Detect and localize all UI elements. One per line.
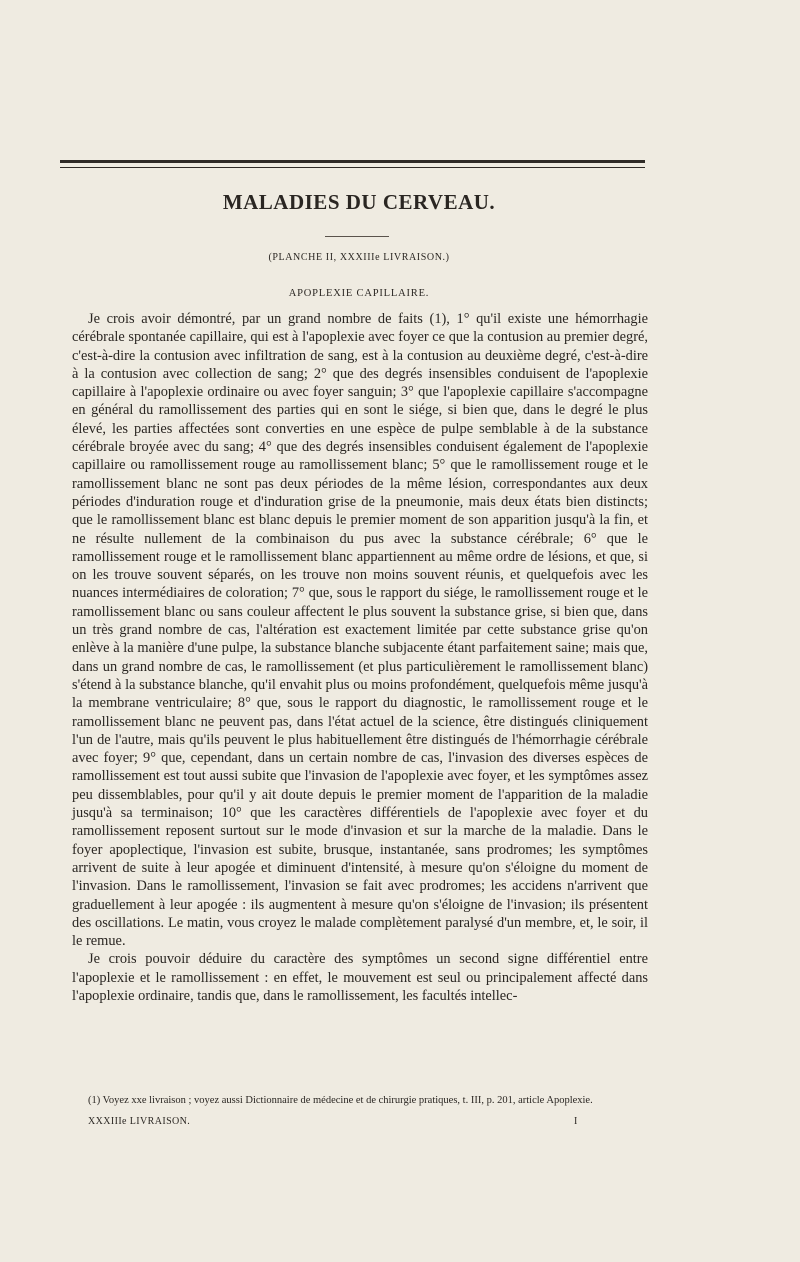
body-text bbox=[72, 310, 648, 1005]
footnote: (1) Voyez xxe livraison ; voyez aussi Dictionnaire de médecine et de chirurgie pratiques, t. III, p. 201, article Apoplexie. bbox=[88, 1095, 593, 1106]
header-rule-thin bbox=[60, 167, 645, 168]
page-title: MALADIES DU CERVEAU. bbox=[222, 190, 496, 214]
header-rule-thick bbox=[60, 160, 645, 163]
title-underline bbox=[325, 236, 389, 237]
paragraph-1: Je crois avoir démontré, par un grand nombre de faits (1), 1° qu'il existe une hémorrhagie cérébrale spontanée capillaire, qui est à l'apoplexie avec foyer ce que la contusion au premier degré, c'est-à-dire la contusion avec infiltration de sang, est à la contusion au deuxième degré, c'est-à-dire à la contusion avec collection de sang; 2° que des degrés insensibles conduisent de l'apoplexie capillaire à l'apoplexie ordinaire ou avec foyer sanguin; 3° que l'apoplexie capillaire s'accompagne en général du ramollissement des parties qui en sont le siége, si bien que, dans le degré le plus élevé, les parties affectées sont converties en une espèce de pulpe semblable à de la substance cérébrale broyée avec du sang; 4° que des degrés insensibles conduisent également de l'apoplexie capillaire ou ramollissement rouge au ramollissement blanc; 5° que le ramollissement rouge et le ramollissement blanc ne sont pas deux périodes de la même lésion, correspondantes aux deux périodes d'induration rouge et d'induration grise de la pneumonie, mais deux états bien distincts; que le ramollissement blanc est blanc depuis le premier moment de son apparition jusqu'à la fin, et ne résulte nullement de la combinaison du pus avec la substance cérébrale; 6° que le ramollissement rouge et le ramollissement blanc appartiennent au même ordre de lésions, et que, si on les trouve souvent séparés, on les trouve non moins souvent réunis, et quelquefois avec les nuances intermédiaires de coloration; 7° que, sous le rapport du siége, le ramollissement rouge et le ramollissement blanc ou sans couleur affectent le plus souvent la substance grise, si bien que, dans un très grand nombre de cas, l'altération est exactement limitée par cette substance grise qu'on enlève à la manière d'une pulpe, la substance blanche subjacente étant parfaitement saine; mais que, dans un grand nombre de cas, le ramollissement (et plus particulièrement le ramollissement blanc) s'étend à la substance blanche, qu'il envahit plus ou moins profondément, quelquefois même jusqu'à la membrane ventriculaire; 8° que, sous le rapport du diagnostic, le ramollissement rouge et le ramollissement blanc ne peuvent pas, dans l'état actuel de la science, être distingués cliniquement l'un de l'autre, mais qu'ils peuvent le plus habituellement être distingués de l'hémorrhagie cérébrale avec foyer; 9° que, cependant, dans un certain nombre de cas, l'invasion des diverses espèces de ramollissement est tout aussi subite que l'invasion de l'apoplexie avec foyer, et les symptômes assez peu dissemblables, pour qu'il y ait doute depuis le premier moment de l'apparition de la maladie jusqu'à sa terminaison; 10° que les caractères différentiels de l'apoplexie avec foyer et du ramollissement reposent surtout sur le mode d'invasion et sur la marche de la maladie. Dans le foyer apoplectique, l'invasion est subite, brusque, instantanée, sans prodromes; les symptômes arrivent de suite à leur apogée et diminuent d'intensité, à mesure qu'on s'éloigne du moment de l'invasion. Dans le ramollissement, l'invasion se fait avec prodromes; les accidens n'arrivent que graduellement à leur apogée : ils augmentent à mesure qu'on s'éloigne de l'invasion; ils présentent des oscillations. Le matin, vous croyez le malade complètement paralysé d'un membre, et, le soir, il le remue. bbox=[72, 311, 648, 950]
paragraph-2: Je crois pouvoir déduire du caractère des symptômes un second signe différentiel entre l'apoplexie et le ramollissement : en effet, le mouvement est seul ou principalement affecté dans l'apoplexie ordinaire, tandis que, dans le ramollissement, les facultés intellec- bbox=[72, 951, 648, 1004]
plate-line: (PLANCHE II, XXXIIIe LIVRAISON.) bbox=[268, 252, 450, 263]
footer-livraison: XXXIIIe LIVRAISON. bbox=[88, 1116, 191, 1127]
footer-page-number: I bbox=[574, 1116, 578, 1127]
section-heading: APOPLEXIE CAPILLAIRE. bbox=[288, 288, 430, 299]
